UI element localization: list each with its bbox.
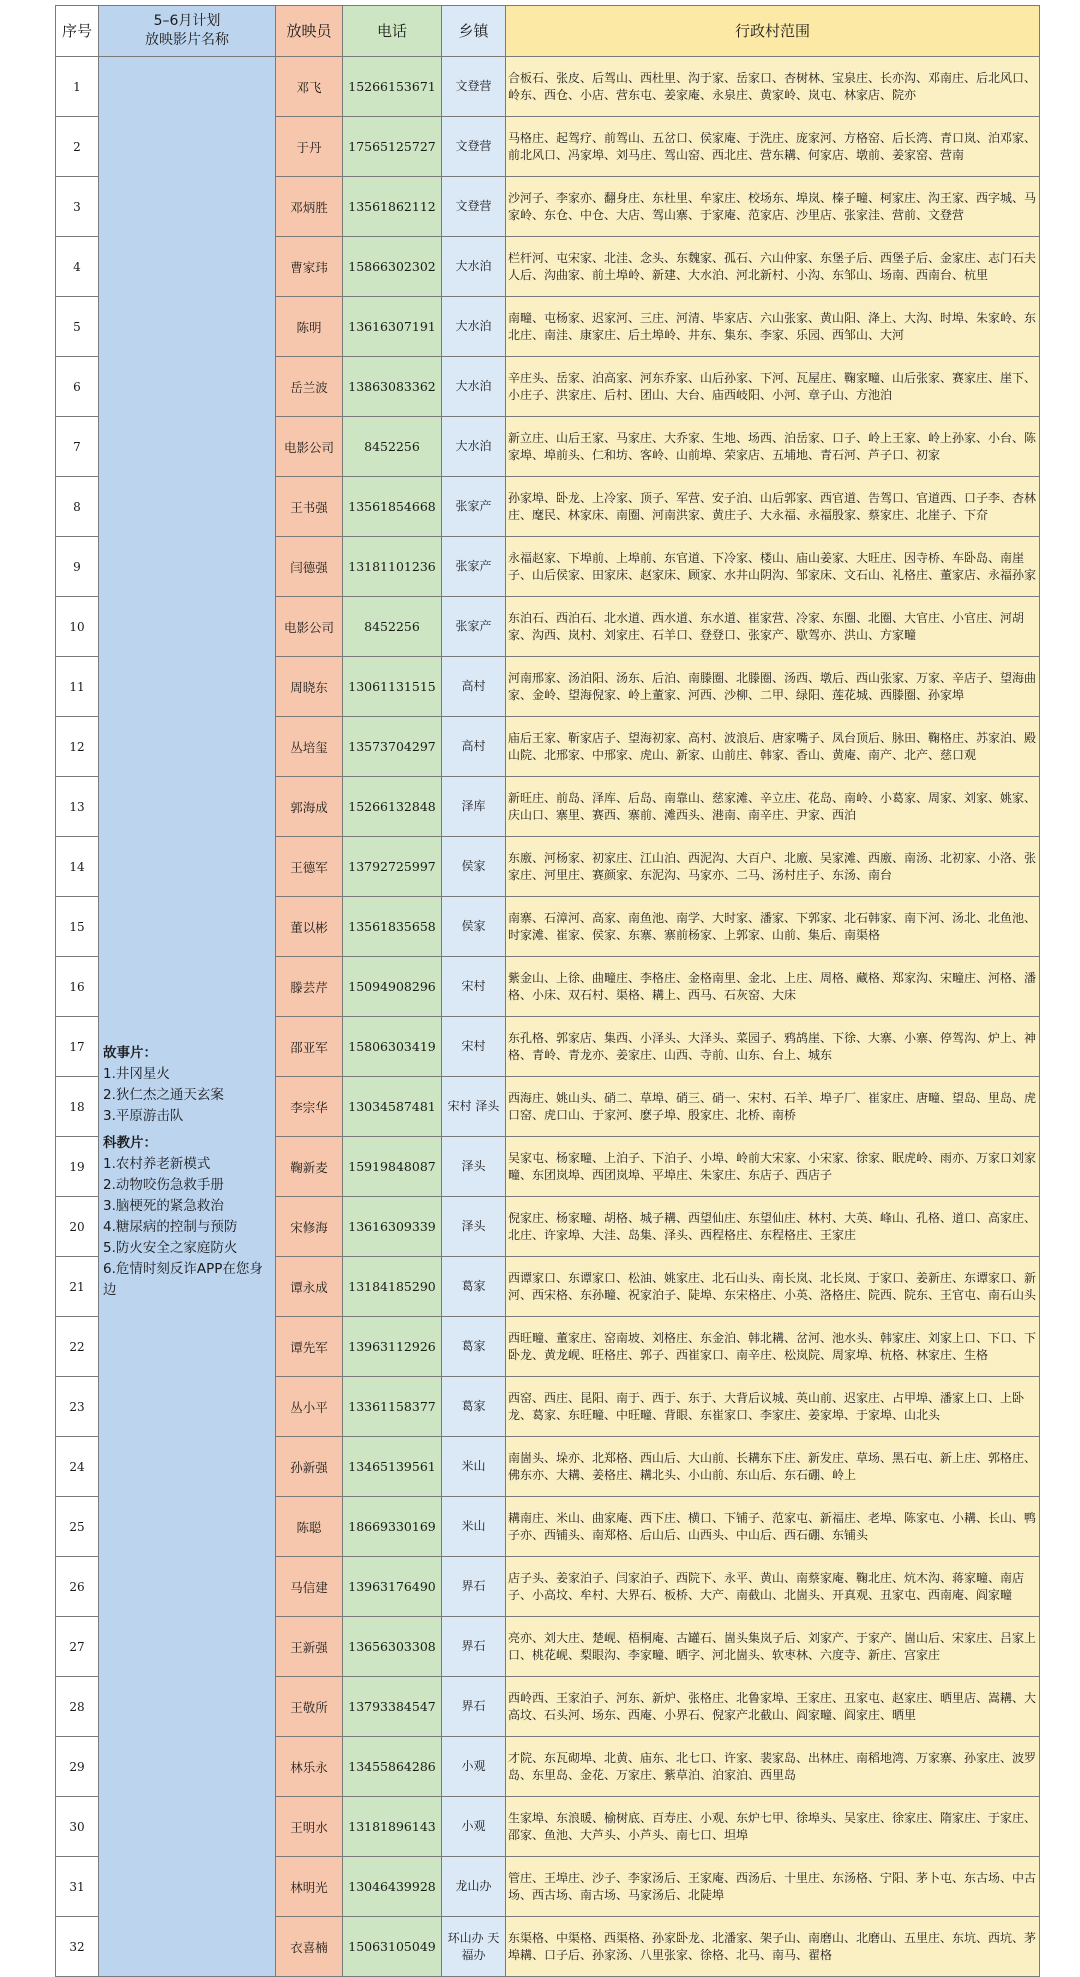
- town-name: 葛家: [442, 1317, 506, 1377]
- town-name: 文登营: [442, 117, 506, 177]
- phone-number: 13455864286: [343, 1737, 442, 1797]
- science-film-item: 4.糖尿病的控制与预防: [103, 1218, 238, 1235]
- village-list: 庙后王家、靳家店子、望海初家、高村、波浪后、唐家嘴子、凤台顶后、脉田、鞠格庄、苏家泊、殿山院、北邢家、中邢家、虎山、新家、山前庄、韩家、香山、黄庵、南产、北产、慈口观: [506, 717, 1040, 777]
- operator-name: 邓炳胜: [276, 177, 343, 237]
- town-name: 张家产: [442, 537, 506, 597]
- row-number: 5: [56, 297, 99, 357]
- phone-number: 13184185290: [343, 1257, 442, 1317]
- operator-name: 曹家玮: [276, 237, 343, 297]
- phone-number: 13465139561: [343, 1437, 442, 1497]
- screening-table: [55, 5, 1040, 1977]
- row-number: 24: [56, 1437, 99, 1497]
- phone-number: 17565125727: [343, 117, 442, 177]
- town-name: 小观: [442, 1737, 506, 1797]
- phone-number: 13181101236: [343, 537, 442, 597]
- story-films-title: 故事片：: [103, 1044, 157, 1061]
- town-name: 文登营: [442, 177, 506, 237]
- phone-number: 13863083362: [343, 357, 442, 417]
- science-film-item: 6.危情时刻反诈APP在您身边: [103, 1260, 263, 1298]
- phone-number: 15919848087: [343, 1137, 442, 1197]
- village-list: 管庄、王埠庄、沙子、李家汤后、王家庵、西汤后、十里庄、东汤格、宁阳、茅卜屯、东古场、中古场、西古场、南古场、马家汤后、北陡埠: [506, 1857, 1040, 1917]
- town-name: 张家产: [442, 477, 506, 537]
- town-name: 高村: [442, 657, 506, 717]
- village-list: 永福赵家、下埠前、上埠前、东官道、下冷家、楼山、庙山姜家、大旺庄、因寺桥、车卧岛、南崖子、山后侯家、田家床、赵家床、顾家、水井山阴沟、邹家床、文石山、礼格庄、董家店、永福孙家: [506, 537, 1040, 597]
- row-number: 13: [56, 777, 99, 837]
- village-list: 西岭西、王家泊子、河东、新炉、张格庄、北鲁家埠、王家庄、丑家屯、赵家庄、晒里店、嵩耩、大高坟、石头河、场东、西庵、小界石、倪家产北截山、阎家疃、阎家庄、晒里: [506, 1677, 1040, 1737]
- town-name: 文登营: [442, 57, 506, 117]
- phone-number: 13061131515: [343, 657, 442, 717]
- operator-name: 林明光: [276, 1857, 343, 1917]
- operator-name: 丛培玺: [276, 717, 343, 777]
- header-operator: 放映员: [276, 6, 343, 57]
- village-list: 店子头、姜家泊子、闫家泊子、西院下、永平、黄山、南蔡家庵、鞠北庄、炕木沟、蒋家疃、南店子、小高坟、牟村、大界石、板桥、大产、南截山、北崮头、开真观、丑家屯、西南庵、阎家疃: [506, 1557, 1040, 1617]
- phone-number: 13616307191: [343, 297, 442, 357]
- village-list: 紫金山、上徐、曲疃庄、李格庄、金格南里、金北、上庄、周格、藏格、郑家沟、宋疃庄、河格、潘格、小床、双石村、渠格、耩上、西马、石灰窑、大床: [506, 957, 1040, 1017]
- town-name: 宋村: [442, 957, 506, 1017]
- phone-number: 15063105049: [343, 1917, 442, 1977]
- phone-number: 18669330169: [343, 1497, 442, 1557]
- phone-number: 13573704297: [343, 717, 442, 777]
- village-list: 孙家埠、卧龙、上冷家、顶子、军营、安子泊、山后郭家、西官道、告驾口、官道西、口子李、杏林庄、麾民、林家床、南圈、河南洪家、黄庄子、大永福、永福殷家、蔡家庄、北崖子、下夼: [506, 477, 1040, 537]
- row-number: 4: [56, 237, 99, 297]
- operator-name: 邵亚军: [276, 1017, 343, 1077]
- science-film-item: 1.农村养老新模式: [103, 1155, 211, 1172]
- phone-number: 13561835658: [343, 897, 442, 957]
- operator-name: 丛小平: [276, 1377, 343, 1437]
- row-number: 8: [56, 477, 99, 537]
- phone-number: 13034587481: [343, 1077, 442, 1137]
- row-number: 17: [56, 1017, 99, 1077]
- row-number: 1: [56, 57, 99, 117]
- row-number: 18: [56, 1077, 99, 1137]
- operator-name: 王书强: [276, 477, 343, 537]
- row-number: 25: [56, 1497, 99, 1557]
- village-list: 东渠格、中渠格、西渠格、孙家卧龙、北潘家、架子山、南磨山、北磨山、五里庄、东坑、西坑、茅埠耩、口子后、孙家汤、八里张家、徐格、北马、南马、翟格: [506, 1917, 1040, 1977]
- operator-name: 电影公司: [276, 597, 343, 657]
- village-list: 西谭家口、东谭家口、松油、姚家庄、北石山头、南长岚、北长岚、于家口、姜新庄、东谭家口、新河、西宋格、东孙疃、祝家泊子、陡埠、东宋格庄、小英、洛格庄、院西、院东、王官屯、南石山头: [506, 1257, 1040, 1317]
- film-list-cell: [99, 57, 276, 1977]
- town-name: 泽头: [442, 1197, 506, 1257]
- town-name: 大水泊: [442, 297, 506, 357]
- village-list: 才院、东瓦砌埠、北黄、庙东、北七口、许家、裴家岛、出林庄、南稻地湾、万家寨、孙家庄、波罗岛、东里岛、金花、万家庄、紫草泊、泊家泊、西里岛: [506, 1737, 1040, 1797]
- row-number: 27: [56, 1617, 99, 1677]
- town-name: 界石: [442, 1557, 506, 1617]
- town-name: 高村: [442, 717, 506, 777]
- header-row: [56, 6, 1040, 57]
- operator-name: 王新强: [276, 1617, 343, 1677]
- operator-name: 岳兰波: [276, 357, 343, 417]
- story-film-item: 3.平原游击队: [103, 1107, 184, 1124]
- phone-number: 13046439928: [343, 1857, 442, 1917]
- row-number: 14: [56, 837, 99, 897]
- operator-name: 林乐永: [276, 1737, 343, 1797]
- town-name: 侯家: [442, 897, 506, 957]
- town-name: 大水泊: [442, 357, 506, 417]
- town-name: 界石: [442, 1677, 506, 1737]
- header-villages: 行政村范围: [506, 6, 1040, 57]
- operator-name: 王德军: [276, 837, 343, 897]
- village-list: 耩南庄、米山、曲家庵、西下庄、横口、下铺子、范家屯、新福庄、老埠、陈家屯、小耩、长山、鸭子亦、西铺头、南郑格、后山后、山西头、中山后、西石硼、东铺头: [506, 1497, 1040, 1557]
- operator-name: 谭先军: [276, 1317, 343, 1377]
- phone-number: 13656303308: [343, 1617, 442, 1677]
- row-number: 20: [56, 1197, 99, 1257]
- schedule-sheet: [55, 5, 1040, 1977]
- town-name: 宋村: [442, 1017, 506, 1077]
- town-name: 大水泊: [442, 417, 506, 477]
- operator-name: 闫德强: [276, 537, 343, 597]
- village-list: 栏杆河、屯宋家、北洼、念头、东魏家、孤石、六山仲家、东堡子后、西堡子后、金家庄、志门石夫人后、沟曲家、前土埠岭、新建、大水泊、河北新村、小沟、东邹山、场南、西南台、杭里: [506, 237, 1040, 297]
- town-name: 龙山办: [442, 1857, 506, 1917]
- row-number: 31: [56, 1857, 99, 1917]
- story-film-item: 1.井冈星火: [103, 1065, 170, 1082]
- phone-number: 13561854668: [343, 477, 442, 537]
- operator-name: 邓飞: [276, 57, 343, 117]
- row-number: 15: [56, 897, 99, 957]
- header-phone: 电话: [343, 6, 442, 57]
- phone-number: 8452256: [343, 597, 442, 657]
- row-number: 12: [56, 717, 99, 777]
- village-list: 合板石、张皮、后驾山、西杜里、沟于家、岳家口、杏树林、宝泉庄、长亦沟、邓南庄、后北风口、岭东、西仓、小店、营东屯、姜家庵、永泉庄、黄家岭、岚屯、林家店、院亦: [506, 57, 1040, 117]
- phone-number: 15266153671: [343, 57, 442, 117]
- header-town: 乡镇: [442, 6, 506, 57]
- town-name: 环山办 天福办: [442, 1917, 506, 1977]
- phone-number: 15266132848: [343, 777, 442, 837]
- phone-number: 13793384547: [343, 1677, 442, 1737]
- village-list: 西旺疃、董家庄、窑南坡、刘格庄、东金泊、韩北耩、岔河、池水头、韩家庄、刘家上口、下口、下卧龙、黄龙岘、旺格庄、郭子、西崔家口、南辛庄、松岚院、周家埠、杭格、林家庄、生格: [506, 1317, 1040, 1377]
- row-number: 32: [56, 1917, 99, 1977]
- village-list: 新立庄、山后王家、马家庄、大乔家、生地、场西、泊岳家、口子、岭上王家、岭上孙家、小台、陈家埠、埠前头、仁和坊、客岭、山前埠、荣家店、五埔地、青石河、芦子口、初家: [506, 417, 1040, 477]
- village-list: 南崮头、垛亦、北郑格、西山后、大山前、长耩东下庄、新发庄、草场、黑石屯、新上庄、郭格庄、佛东亦、大耩、姜格庄、耩北头、小山前、东山后、东石硼、岭上: [506, 1437, 1040, 1497]
- operator-name: 马信建: [276, 1557, 343, 1617]
- row-number: 28: [56, 1677, 99, 1737]
- operator-name: 郭海成: [276, 777, 343, 837]
- operator-name: 周晓东: [276, 657, 343, 717]
- phone-number: 8452256: [343, 417, 442, 477]
- row-number: 7: [56, 417, 99, 477]
- row-number: 11: [56, 657, 99, 717]
- operator-name: 董以彬: [276, 897, 343, 957]
- phone-number: 13181896143: [343, 1797, 442, 1857]
- row-number: 9: [56, 537, 99, 597]
- operator-name: 宋修海: [276, 1197, 343, 1257]
- header-no: 序号: [56, 6, 99, 57]
- row-number: 3: [56, 177, 99, 237]
- row-number: 10: [56, 597, 99, 657]
- row-number: 26: [56, 1557, 99, 1617]
- header-film: [99, 6, 276, 57]
- town-name: 大水泊: [442, 237, 506, 297]
- village-list: 亮亦、刘大庄、楚岘、梧桐庵、古罐石、崮头集岚子后、刘家产、于家产、崮山后、宋家庄、吕家上口、桃花岘、梨眼沟、李家疃、晒字、河北崮头、软枣林、六度寺、新庄、宫家庄: [506, 1617, 1040, 1677]
- village-list: 南疃、屯杨家、迟家河、三庄、河清、毕家店、六山张家、黄山阳、洚上、大沟、时埠、朱家岭、东北庄、南洼、康家庄、后土埠岭、井东、集东、李家、乐园、西邹山、大河: [506, 297, 1040, 357]
- science-films-title: 科教片：: [103, 1134, 157, 1151]
- science-film-item: 5.防火安全之家庭防火: [103, 1239, 238, 1256]
- operator-name: 衣喜楠: [276, 1917, 343, 1977]
- operator-name: 于丹: [276, 117, 343, 177]
- village-list: 东廒、河杨家、初家庄、江山泊、西泥沟、大百户、北廒、吴家滩、西廒、南汤、北初家、小洛、张家庄、河里庄、赛颜家、东泥沟、马家亦、二马、汤村庄子、东汤、南台: [506, 837, 1040, 897]
- village-list: 东孔格、郭家店、集西、小泽头、大泽头、菜园子、鸦鸪崖、下徐、大寨、小寨、停驾沟、炉上、神格、青岭、青龙亦、姜家庄、山西、寺前、山东、台上、城东: [506, 1017, 1040, 1077]
- town-name: 张家产: [442, 597, 506, 657]
- village-list: 马格庄、起驾疗、前驾山、五岔口、侯家庵、于洗庄、庞家河、方格窑、后长湾、青口岚、泊邓家、前北风口、冯家埠、刘马庄、驾山窑、西北庄、营东耩、何家店、墩前、姜家窑、营南: [506, 117, 1040, 177]
- phone-number: 15866302302: [343, 237, 442, 297]
- town-name: 小观: [442, 1797, 506, 1857]
- town-name: 泽库: [442, 777, 506, 837]
- village-list: 西窑、西庄、昆阳、南于、西于、东于、大背后议城、英山前、迟家庄、占甲埠、潘家上口、上卧龙、葛家、东旺疃、中旺疃、背眼、东崔家口、李家庄、姜家埠、于家埠、山北头: [506, 1377, 1040, 1437]
- row-number: 21: [56, 1257, 99, 1317]
- operator-name: 陈聪: [276, 1497, 343, 1557]
- village-list: 辛庄头、岳家、泊高家、河东乔家、山后孙家、下河、瓦屋庄、鞠家疃、山后张家、赛家庄、崖下、小庄子、洪家庄、后村、团山、大台、庙西岐阳、小河、章子山、方池泊: [506, 357, 1040, 417]
- village-list: 新旺庄、前岛、泽库、后岛、南靠山、慈家滩、辛立庄、花岛、南岭、小葛家、周家、刘家、姚家、庆山口、寨里、赛西、寨前、滩西头、港南、南辛庄、尹家、西泊: [506, 777, 1040, 837]
- operator-name: 谭永成: [276, 1257, 343, 1317]
- phone-number: 13361158377: [343, 1377, 442, 1437]
- row-number: 30: [56, 1797, 99, 1857]
- operator-name: 孙新强: [276, 1437, 343, 1497]
- town-name: 米山: [442, 1437, 506, 1497]
- row-number: 22: [56, 1317, 99, 1377]
- operator-name: 陈明: [276, 297, 343, 357]
- village-list: 西海庄、姚山头、硝二、草埠、硝三、硝一、宋村、石羊、埠子厂、崔家庄、唐疃、望岛、里岛、虎口窑、虎口山、于家河、麽子埠、殷家庄、北桥、南桥: [506, 1077, 1040, 1137]
- story-film-item: 2.狄仁杰之通天玄案: [103, 1086, 224, 1103]
- village-list: 东泊石、西泊石、北水道、西水道、东水道、崔家营、冷家、东圈、北圈、大官庄、小官庄、河胡家、沟西、岚村、刘家庄、石羊口、登登口、张家产、歇驾亦、洪山、方家疃: [506, 597, 1040, 657]
- town-name: 界石: [442, 1617, 506, 1677]
- table-body: [56, 57, 1040, 1977]
- row-number: 23: [56, 1377, 99, 1437]
- row-number: 29: [56, 1737, 99, 1797]
- village-list: 河南邢家、汤泊阳、汤东、后泊、南滕圈、北滕圈、汤西、墩后、西山张家、万家、辛店子、望海曲家、金岭、望海倪家、岭上董家、河西、沙柳、二甲、绿阳、莲花城、西滕圈、孙家埠: [506, 657, 1040, 717]
- town-name: 侯家: [442, 837, 506, 897]
- town-name: 米山: [442, 1497, 506, 1557]
- operator-name: 鞠新麦: [276, 1137, 343, 1197]
- phone-number: 13963112926: [343, 1317, 442, 1377]
- village-list: 生家埠、东浪暖、榆树底、百寿庄、小观、东炉七甲、徐埠头、吴家庄、徐家庄、隋家庄、于家庄、邵家、鱼池、大芦头、小芦头、南七口、坦埠: [506, 1797, 1040, 1857]
- phone-number: 15806303419: [343, 1017, 442, 1077]
- village-list: 沙河子、李家亦、翻身庄、东杜里、牟家庄、校场东、埠岚、榛子疃、柯家庄、沟王家、西字城、马家岭、东仓、中仓、大店、驾山寨、于家庵、范家店、沙里店、张家洼、营前、文登营: [506, 177, 1040, 237]
- operator-name: 滕芸芹: [276, 957, 343, 1017]
- phone-number: 13792725997: [343, 837, 442, 897]
- village-list: 倪家庄、杨家疃、胡格、城子耩、西望仙庄、东望仙庄、林村、大英、峰山、孔格、道口、高家庄、北庄、许家埠、大洼、岛集、泽头、西程格庄、东程格庄、王家庄: [506, 1197, 1040, 1257]
- town-name: 泽头: [442, 1137, 506, 1197]
- operator-name: 王明水: [276, 1797, 343, 1857]
- row-number: 16: [56, 957, 99, 1017]
- town-name: 葛家: [442, 1377, 506, 1437]
- row-number: 6: [56, 357, 99, 417]
- village-list: 吴家屯、杨家疃、上泊子、下泊子、小埠、岭前大宋家、小宋家、徐家、眠虎岭、雨亦、万家口刘家疃、东团岚埠、西团岚埠、平埠庄、朱家庄、东店子、西店子: [506, 1137, 1040, 1197]
- town-name: 宋村 泽头: [442, 1077, 506, 1137]
- operator-name: 电影公司: [276, 417, 343, 477]
- header-film-line1: 5–6月计划: [153, 13, 221, 29]
- table-row: [56, 57, 1040, 117]
- phone-number: 13561862112: [343, 177, 442, 237]
- science-film-item: 2.动物咬伤急救手册: [103, 1176, 224, 1193]
- operator-name: 王敬所: [276, 1677, 343, 1737]
- village-list: 南寨、石漳河、高家、南鱼池、南学、大时家、潘家、下郭家、北石韩家、南下河、汤北、北鱼池、时家滩、崔家、侯家、东寨、寨前杨家、上郭家、山前、集后、南渠格: [506, 897, 1040, 957]
- header-film-line2: 放映影片名称: [145, 32, 229, 48]
- town-name: 葛家: [442, 1257, 506, 1317]
- row-number: 19: [56, 1137, 99, 1197]
- phone-number: 13616309339: [343, 1197, 442, 1257]
- operator-name: 李宗华: [276, 1077, 343, 1137]
- science-film-item: 3.脑梗死的紧急救治: [103, 1197, 224, 1214]
- film-list: [103, 1043, 271, 1301]
- phone-number: 13963176490: [343, 1557, 442, 1617]
- row-number: 2: [56, 117, 99, 177]
- phone-number: 15094908296: [343, 957, 442, 1017]
